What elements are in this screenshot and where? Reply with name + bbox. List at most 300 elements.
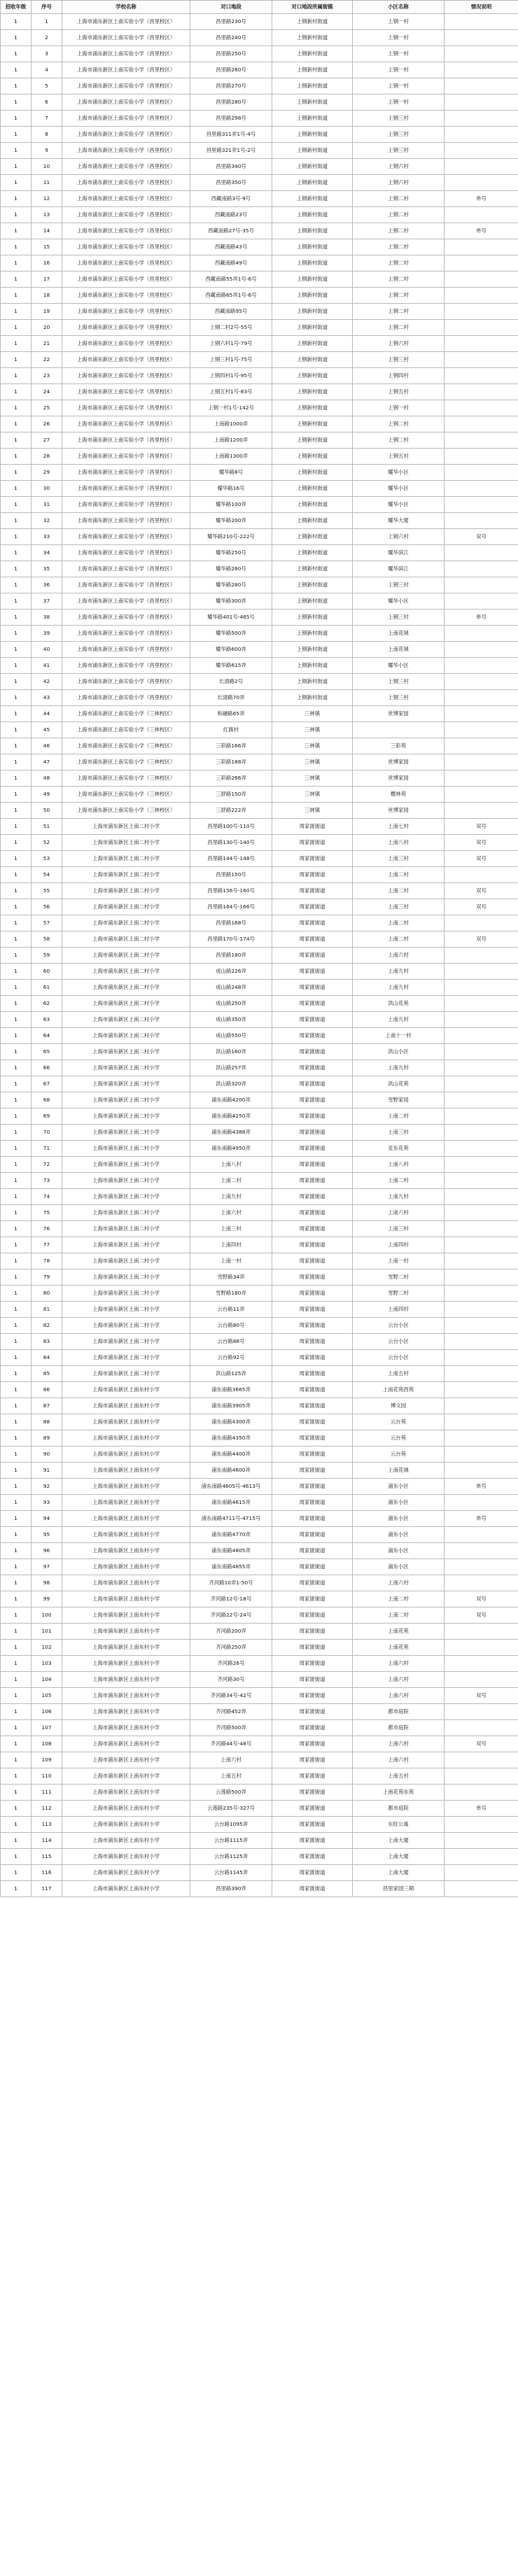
index-cell: 15 [31, 239, 62, 255]
school-cell: 上海市浦东新区上南实验小学（昌里校区） [62, 175, 190, 191]
index-cell: 61 [31, 980, 62, 996]
grade-cell: 1 [1, 207, 31, 223]
grade-cell: 1 [1, 1269, 31, 1286]
school-cell: 上海市浦东新区上南实验小学（三林校区） [62, 754, 190, 770]
index-cell: 28 [31, 449, 62, 465]
school-cell: 上海市浦东新区上南二村小学 [62, 1237, 190, 1253]
community-cell: 上南六村 [353, 1575, 444, 1591]
grade-cell: 1 [1, 690, 31, 706]
community-cell: 云台苑 [353, 1447, 444, 1463]
school-cell: 上海市浦东新区上南东村小学 [62, 1688, 190, 1704]
table-row [1, 1334, 518, 1350]
street-cell: 上钢新村街道 [272, 352, 353, 368]
grade-cell: 1 [1, 738, 31, 754]
note-cell [444, 658, 518, 674]
grade-cell: 1 [1, 1382, 31, 1398]
street-cell: 周家渡街道 [272, 1012, 353, 1028]
address-cell: 浦东南路4600弄 [190, 1463, 272, 1479]
address-cell: 上南路1200弄 [190, 432, 272, 449]
school-cell: 上海市浦东新区上南实验小学（昌里校区） [62, 432, 190, 449]
grade-cell: 1 [1, 1591, 31, 1607]
note-cell [444, 1720, 518, 1736]
index-cell: 78 [31, 1253, 62, 1269]
address-cell: 昌里路240号 [190, 30, 272, 46]
index-cell: 42 [31, 674, 62, 690]
community-cell: 上钢五村 [353, 449, 444, 465]
community-cell: 上南二村 [353, 883, 444, 899]
community-cell: 浦东小区 [353, 1527, 444, 1543]
street-cell: 上钢新村街道 [272, 674, 353, 690]
table-row [1, 1817, 518, 1833]
index-cell: 45 [31, 722, 62, 738]
school-cell: 上海市浦东新区上南实验小学（昌里校区） [62, 255, 190, 272]
grade-cell: 1 [1, 1559, 31, 1575]
note-cell [444, 513, 518, 529]
school-cell: 上海市浦东新区上南实验小学（昌里校区） [62, 400, 190, 416]
address-cell: 浦东南路4770弄 [190, 1527, 272, 1543]
address-cell: 浦东南路4855弄 [190, 1559, 272, 1575]
grade-cell: 1 [1, 706, 31, 722]
address-cell: 洪山路257弄 [190, 1060, 272, 1076]
community-cell: 上南花城 [353, 642, 444, 658]
note-cell [444, 1785, 518, 1801]
index-cell: 57 [31, 915, 62, 931]
grade-cell: 1 [1, 1060, 31, 1076]
address-cell: 成山路250弄 [190, 996, 272, 1012]
grade-cell: 1 [1, 1720, 31, 1736]
school-cell: 上海市浦东新区上南实验小学（昌里校区） [62, 46, 190, 62]
school-cell: 上海市浦东新区上南实验小学（昌里校区） [62, 529, 190, 545]
index-cell: 104 [31, 1672, 62, 1688]
school-cell: 上海市浦东新区上南实验小学（三林校区） [62, 787, 190, 803]
school-cell: 上海市浦东新区上南实验小学（三林校区） [62, 770, 190, 787]
note-cell [444, 1640, 518, 1656]
address-cell: 浦东南路4605号-4613号 [190, 1479, 272, 1495]
index-cell: 13 [31, 207, 62, 223]
grade-cell: 1 [1, 1366, 31, 1382]
grade-cell: 1 [1, 1575, 31, 1591]
note-cell [444, 1624, 518, 1640]
index-cell: 101 [31, 1624, 62, 1640]
community-cell: 云台苑 [353, 1414, 444, 1430]
community-cell: 世博家园 [353, 754, 444, 770]
note-cell [444, 754, 518, 770]
note-cell [444, 770, 518, 787]
school-cell: 上海市浦东新区上南实验小学（昌里校区） [62, 320, 190, 336]
address-cell: 昌里路130号-140号 [190, 835, 272, 851]
community-cell: 云台小区 [353, 1318, 444, 1334]
grade-cell: 1 [1, 1253, 31, 1269]
index-cell: 25 [31, 400, 62, 416]
street-cell: 上钢新村街道 [272, 175, 353, 191]
street-cell: 上钢新村街道 [272, 255, 353, 272]
note-cell [444, 915, 518, 931]
community-cell: 耀华小区 [353, 481, 444, 497]
grade-cell: 1 [1, 593, 31, 610]
street-cell: 上钢新村街道 [272, 78, 353, 94]
address-cell: 齐河路10弄1-50号 [190, 1575, 272, 1591]
address-cell: 耀华路100弄 [190, 497, 272, 513]
note-cell [444, 143, 518, 159]
note-cell [444, 304, 518, 320]
grade-cell: 1 [1, 964, 31, 980]
table-row [1, 1237, 518, 1253]
community-cell: 上南四村 [353, 1237, 444, 1253]
street-cell: 上钢新村街道 [272, 481, 353, 497]
index-cell: 108 [31, 1736, 62, 1752]
school-cell: 上海市浦东新区上南二村小学 [62, 1028, 190, 1044]
table-row [1, 1157, 518, 1173]
note-cell [444, 336, 518, 352]
school-cell: 上海市浦东新区上南实验小学（昌里校区） [62, 62, 190, 78]
address-cell: 洪山路125弄 [190, 1366, 272, 1382]
index-cell: 90 [31, 1447, 62, 1463]
table-row [1, 1511, 518, 1527]
table-row [1, 1125, 518, 1141]
school-cell: 上海市浦东新区上南东村小学 [62, 1463, 190, 1479]
table-row [1, 545, 518, 561]
street-cell: 周家渡街道 [272, 1672, 353, 1688]
index-cell: 76 [31, 1221, 62, 1237]
table-row [1, 658, 518, 674]
table-row [1, 1495, 518, 1511]
index-cell: 8 [31, 127, 62, 143]
school-cell: 上海市浦东新区上南二村小学 [62, 1286, 190, 1302]
street-cell: 上钢新村街道 [272, 642, 353, 658]
school-cell: 上海市浦东新区上南实验小学（昌里校区） [62, 593, 190, 610]
note-cell [444, 1768, 518, 1785]
community-cell: 雪野二村 [353, 1269, 444, 1286]
grade-cell: 1 [1, 626, 31, 642]
school-cell: 上海市浦东新区上南二村小学 [62, 980, 190, 996]
index-cell: 66 [31, 1060, 62, 1076]
street-cell: 周家渡街道 [272, 1736, 353, 1752]
table-row [1, 851, 518, 867]
index-cell: 93 [31, 1495, 62, 1511]
table-row [1, 577, 518, 593]
grade-cell: 1 [1, 1430, 31, 1447]
street-cell: 周家渡街道 [272, 1785, 353, 1801]
table-row [1, 288, 518, 304]
grade-cell: 1 [1, 1205, 31, 1221]
address-cell: 耀华路200弄 [190, 513, 272, 529]
table-row [1, 1591, 518, 1607]
school-cell: 上海市浦东新区上南二村小学 [62, 1044, 190, 1060]
school-cell: 上海市浦东新区上南二村小学 [62, 899, 190, 915]
community-cell: 东旺公寓 [353, 1817, 444, 1833]
school-cell: 上海市浦东新区上南二村小学 [62, 1350, 190, 1366]
community-cell: 上钢二村 [353, 207, 444, 223]
index-cell: 18 [31, 288, 62, 304]
community-cell: 上南六村 [353, 1205, 444, 1221]
community-cell: 世博家园 [353, 770, 444, 787]
address-cell: 浦东南路3665弄 [190, 1382, 272, 1398]
address-cell: 齐河路44号-48号 [190, 1736, 272, 1752]
table-row [1, 529, 518, 545]
street-cell: 上钢新村街道 [272, 223, 353, 239]
community-cell: 上南花苑东苑 [353, 1785, 444, 1801]
table-row [1, 1221, 518, 1237]
street-cell: 周家渡街道 [272, 931, 353, 948]
table-row [1, 835, 518, 851]
address-cell: 西藏南路55弄1号-6号 [190, 272, 272, 288]
community-cell: 都市庭院 [353, 1704, 444, 1720]
community-cell: 上南六村 [353, 1656, 444, 1672]
address-cell: 昌里路340号 [190, 159, 272, 175]
street-cell: 周家渡街道 [272, 1221, 353, 1237]
school-cell: 上海市浦东新区上南实验小学（昌里校区） [62, 545, 190, 561]
note-cell [444, 1833, 518, 1849]
street-cell: 上钢新村街道 [272, 94, 353, 111]
table-row [1, 1398, 518, 1414]
community-cell: 上南六村 [353, 948, 444, 964]
school-cell: 上海市浦东新区上南实验小学（昌里校区） [62, 239, 190, 255]
table-row [1, 127, 518, 143]
table-body [1, 14, 518, 1897]
table-row [1, 738, 518, 754]
note-cell [444, 1350, 518, 1366]
index-cell: 20 [31, 320, 62, 336]
note-cell [444, 1414, 518, 1430]
grade-cell: 1 [1, 915, 31, 931]
street-cell: 周家渡街道 [272, 1398, 353, 1414]
street-cell: 上钢新村街道 [272, 561, 353, 577]
grade-cell: 1 [1, 754, 31, 770]
school-cell: 上海市浦东新区上南二村小学 [62, 1076, 190, 1092]
address-cell: 云莲路500弄 [190, 1785, 272, 1801]
header-index: 序号 [31, 1, 62, 14]
community-cell: 上南二村 [353, 1108, 444, 1125]
street-cell: 周家渡街道 [272, 1511, 353, 1527]
address-cell: 齐河路200弄 [190, 1624, 272, 1640]
community-cell: 上南二村 [353, 1591, 444, 1607]
street-cell: 周家渡街道 [272, 915, 353, 931]
note-cell [444, 368, 518, 384]
community-cell: 上钢二村 [353, 416, 444, 432]
index-cell: 17 [31, 272, 62, 288]
community-cell: 上南大厦 [353, 1849, 444, 1865]
community-cell: 上钢六村 [353, 175, 444, 191]
street-cell: 上钢新村街道 [272, 368, 353, 384]
index-cell: 71 [31, 1141, 62, 1157]
index-cell: 7 [31, 111, 62, 127]
address-cell: 昌里路168号 [190, 915, 272, 931]
table-row [1, 690, 518, 706]
address-cell: 昌里路156号-160号 [190, 883, 272, 899]
note-cell [444, 690, 518, 706]
table-row [1, 706, 518, 722]
table-row [1, 1189, 518, 1205]
grade-cell: 1 [1, 1076, 31, 1092]
grade-cell: 1 [1, 787, 31, 803]
street-cell: 周家渡街道 [272, 1125, 353, 1141]
grade-cell: 1 [1, 513, 31, 529]
community-cell: 上南九村 [353, 980, 444, 996]
address-cell: 耀华路250号 [190, 545, 272, 561]
note-cell [444, 352, 518, 368]
grade-cell: 1 [1, 803, 31, 819]
community-cell: 上钢四村 [353, 368, 444, 384]
table-row [1, 819, 518, 835]
index-cell: 69 [31, 1108, 62, 1125]
note-cell: 单号 [444, 1511, 518, 1527]
school-cell: 上海市浦东新区上南实验小学（昌里校区） [62, 561, 190, 577]
community-cell: 上南三村 [353, 1221, 444, 1237]
note-cell [444, 948, 518, 964]
note-cell [444, 593, 518, 610]
index-cell: 79 [31, 1269, 62, 1286]
address-cell: 上钢五村1号-83号 [190, 384, 272, 400]
note-cell [444, 1286, 518, 1302]
address-cell: 云台路1115弄 [190, 1833, 272, 1849]
school-cell: 上海市浦东新区上南东村小学 [62, 1849, 190, 1865]
index-cell: 91 [31, 1463, 62, 1479]
grade-cell: 1 [1, 1447, 31, 1463]
table-row [1, 964, 518, 980]
school-cell: 上海市浦东新区上南实验小学（昌里校区） [62, 30, 190, 46]
index-cell: 56 [31, 899, 62, 915]
address-cell: 耀华路300弄 [190, 593, 272, 610]
index-cell: 4 [31, 62, 62, 78]
note-cell [444, 626, 518, 642]
community-cell: 上钢三村 [353, 610, 444, 626]
index-cell: 23 [31, 368, 62, 384]
index-cell: 32 [31, 513, 62, 529]
school-cell: 上海市浦东新区上南实验小学（三林校区） [62, 722, 190, 738]
grade-cell: 1 [1, 465, 31, 481]
index-cell: 106 [31, 1704, 62, 1720]
community-cell: 上南五村 [353, 1366, 444, 1382]
note-cell [444, 1253, 518, 1269]
street-cell: 上钢新村街道 [272, 111, 353, 127]
address-cell: 上南五村 [190, 1768, 272, 1785]
table-row [1, 948, 518, 964]
address-cell: 西藏南路43号 [190, 239, 272, 255]
index-cell: 36 [31, 577, 62, 593]
address-cell: 浦东南路4805弄 [190, 1543, 272, 1559]
grade-cell: 1 [1, 1849, 31, 1865]
street-cell: 周家渡街道 [272, 1479, 353, 1495]
address-cell: 上南三村 [190, 1221, 272, 1237]
address-cell: 浦东南路4615弄 [190, 1495, 272, 1511]
street-cell: 上钢新村街道 [272, 658, 353, 674]
street-cell: 上钢新村街道 [272, 143, 353, 159]
school-cell: 上海市浦东新区上南东村小学 [62, 1495, 190, 1511]
grade-cell: 1 [1, 1511, 31, 1527]
address-cell: 耀华路401号-465号 [190, 610, 272, 626]
community-cell: 洪山花苑 [353, 1076, 444, 1092]
index-cell: 39 [31, 626, 62, 642]
table-row [1, 593, 518, 610]
community-cell: 耀华小区 [353, 658, 444, 674]
address-cell: 昌里路170号-174号 [190, 931, 272, 948]
index-cell: 1 [31, 14, 62, 30]
grade-cell: 1 [1, 1108, 31, 1125]
grade-cell: 1 [1, 1141, 31, 1157]
address-cell: 红旗村 [190, 722, 272, 738]
note-cell [444, 1398, 518, 1414]
note-cell: 双号 [444, 1607, 518, 1624]
grade-cell: 1 [1, 577, 31, 593]
index-cell: 98 [31, 1575, 62, 1591]
community-cell: 耀华小区 [353, 497, 444, 513]
street-cell: 周家渡街道 [272, 1060, 353, 1076]
index-cell: 70 [31, 1125, 62, 1141]
address-cell: 齐河路250弄 [190, 1640, 272, 1656]
index-cell: 51 [31, 819, 62, 835]
note-cell [444, 1237, 518, 1253]
note-cell: 双号 [444, 899, 518, 915]
grade-cell: 1 [1, 1688, 31, 1704]
index-cell: 112 [31, 1801, 62, 1817]
community-cell: 上南花城 [353, 626, 444, 642]
address-cell: 雪野路180弄 [190, 1286, 272, 1302]
index-cell: 50 [31, 803, 62, 819]
grade-cell: 1 [1, 1624, 31, 1640]
header-row [1, 1, 518, 14]
grade-cell: 1 [1, 449, 31, 465]
note-cell [444, 1205, 518, 1221]
community-cell: 上钢三村 [353, 577, 444, 593]
table-row [1, 78, 518, 94]
index-cell: 37 [31, 593, 62, 610]
index-cell: 107 [31, 1720, 62, 1736]
community-cell: 洪山花苑 [353, 996, 444, 1012]
street-cell: 周家渡街道 [272, 1463, 353, 1479]
header-address: 对口地段 [190, 1, 272, 14]
community-cell: 都市庭院 [353, 1720, 444, 1736]
school-cell: 上海市浦东新区上南实验小学（三林校区） [62, 803, 190, 819]
index-cell: 14 [31, 223, 62, 239]
community-cell: 上南六村 [353, 1688, 444, 1704]
street-cell: 上钢新村街道 [272, 513, 353, 529]
community-cell: 上钢二村 [353, 272, 444, 288]
community-cell: 上钢二村 [353, 320, 444, 336]
note-cell [444, 706, 518, 722]
note-cell [444, 1221, 518, 1237]
community-cell: 上钢一村 [353, 62, 444, 78]
note-cell [444, 78, 518, 94]
table-row [1, 400, 518, 416]
community-cell: 上钢三村 [353, 111, 444, 127]
note-cell [444, 1865, 518, 1881]
street-cell: 上钢新村街道 [272, 449, 353, 465]
index-cell: 68 [31, 1092, 62, 1108]
street-cell: 周家渡街道 [272, 1350, 353, 1366]
grade-cell: 1 [1, 288, 31, 304]
community-cell: 上南三村 [353, 851, 444, 867]
school-cell: 上海市浦东新区上南实验小学（昌里校区） [62, 352, 190, 368]
address-cell: 和融路65弄 [190, 706, 272, 722]
index-cell: 116 [31, 1865, 62, 1881]
index-cell: 55 [31, 883, 62, 899]
note-cell [444, 964, 518, 980]
grade-cell: 1 [1, 1044, 31, 1060]
community-cell: 雪野家园 [353, 1092, 444, 1108]
community-cell: 上钢一村 [353, 94, 444, 111]
community-cell: 上钢一村 [353, 78, 444, 94]
street-cell: 周家渡街道 [272, 996, 353, 1012]
note-cell: 双号 [444, 819, 518, 835]
table-row [1, 754, 518, 770]
address-cell: 上钢六村1号-79号 [190, 336, 272, 352]
table-row [1, 1640, 518, 1656]
grade-cell: 1 [1, 835, 31, 851]
grade-cell: 1 [1, 851, 31, 867]
address-cell: 昌里路230号 [190, 14, 272, 30]
address-cell: 昌里路250号 [190, 46, 272, 62]
school-cell: 上海市浦东新区上南二村小学 [62, 867, 190, 883]
